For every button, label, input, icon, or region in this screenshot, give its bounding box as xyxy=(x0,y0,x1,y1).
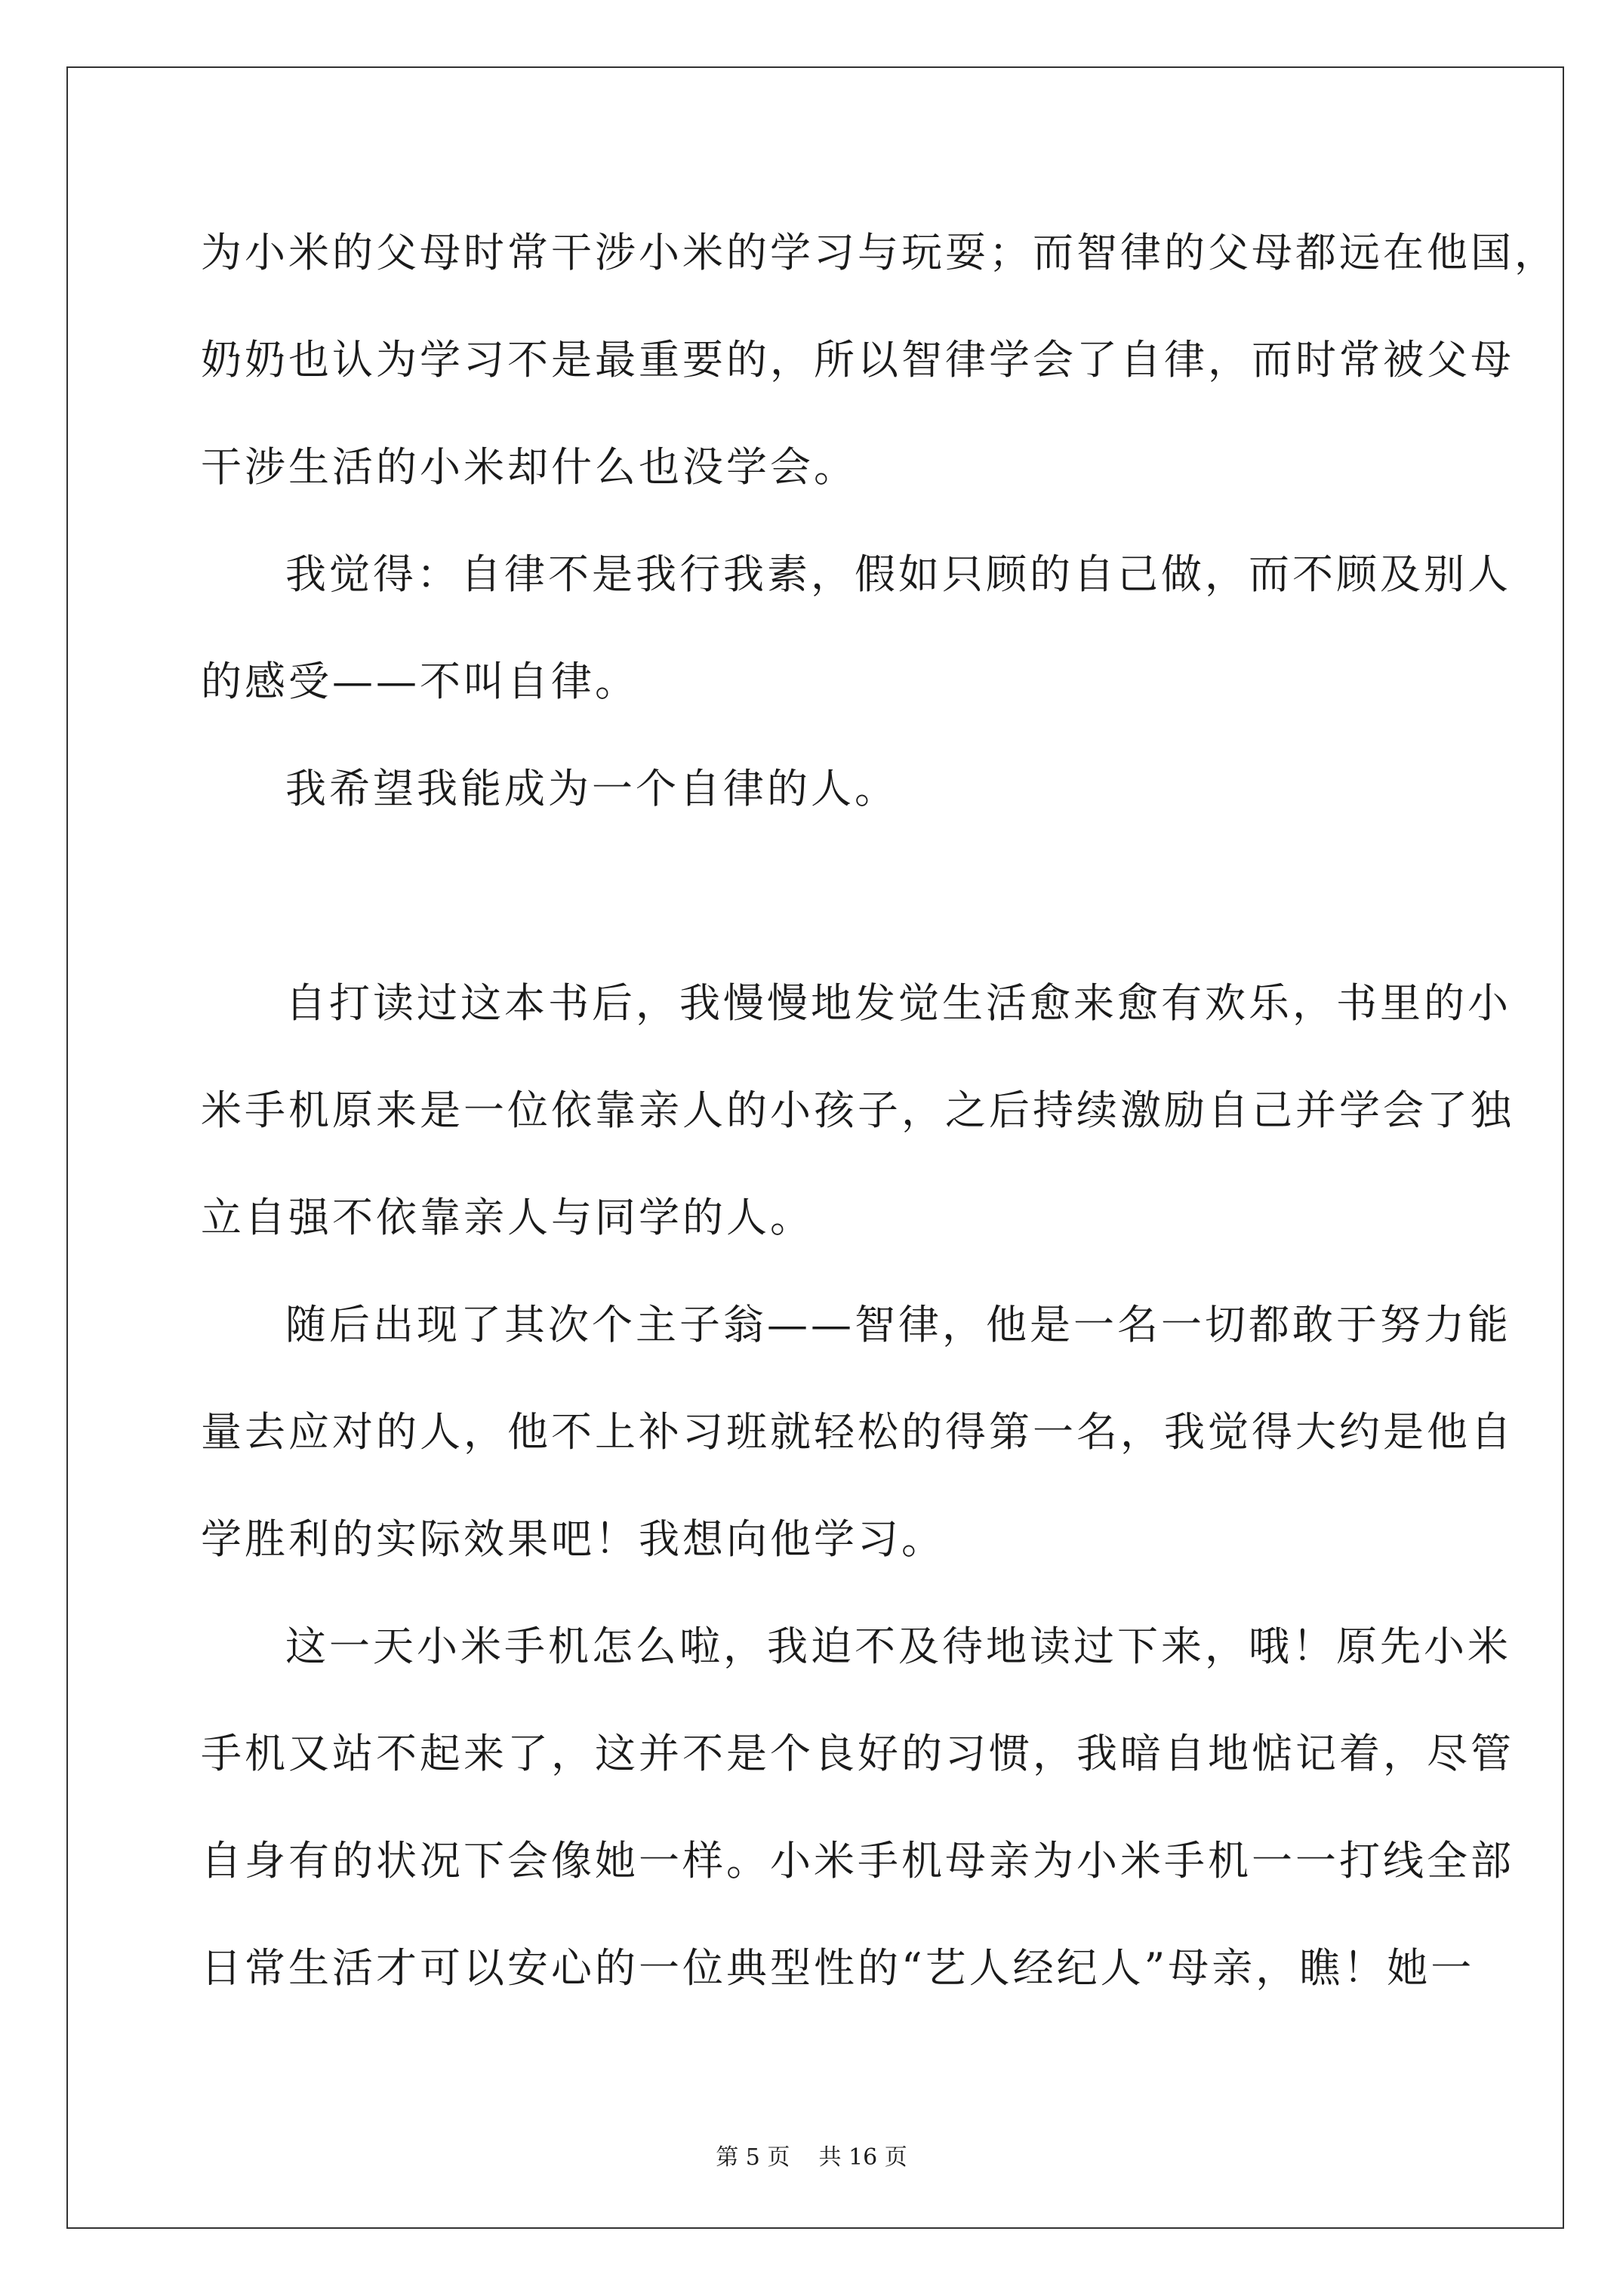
text-line: 量去应对的人，他不上补习班就轻松的得第一名，我觉得大约是他自 xyxy=(201,1408,1514,1456)
page-number: 第 5 页 xyxy=(716,2144,790,2171)
text-line: 米手机原来是一位依靠亲人的小孩子，之后持续激励自己并学会了独 xyxy=(201,1086,1514,1134)
paragraph-1 xyxy=(201,219,1558,541)
text-line: 奶奶也认为学习不是最重要的，所以智律学会了自律，而时常被父母 xyxy=(201,336,1514,384)
text-line: 日常生活才可以安心的一位典型性的“艺人经纪人”母亲，瞧！她一 xyxy=(201,1944,1475,1992)
text-line: 我希望我能成为一个自律的人。 xyxy=(285,765,898,812)
page-total: 共 16 页 xyxy=(818,2144,907,2171)
paragraph-3 xyxy=(201,755,1439,862)
text-line: 手机又站不起来了，这并不是个良好的习惯，我暗自地惦记着，尽管 xyxy=(201,1730,1514,1777)
paragraph-4 xyxy=(201,969,1514,1291)
paragraph-6 xyxy=(201,1613,1514,2042)
text-line: 干涉生活的小米却什么也没学会。 xyxy=(201,443,858,491)
text-line: 我觉得：自律不是我行我素，假如只顾的自己做，而不顾及别人 xyxy=(285,550,1511,598)
text-line: 学胜利的实际效果吧！我想向他学习。 xyxy=(201,1515,945,1563)
document-body xyxy=(201,219,1558,2042)
text-line: 这一天小米手机怎么啦，我迫不及待地读过下来，哦！原先小米 xyxy=(285,1623,1511,1670)
text-line: 自打读过这本书后，我慢慢地发觉生活愈来愈有欢乐，书里的小 xyxy=(285,979,1511,1027)
paragraph-5 xyxy=(201,1291,1514,1613)
text-line: 为小米的父母时常干涉小米的学习与玩耍；而智律的父母都远在他国， xyxy=(201,229,1558,276)
paragraph-2 xyxy=(201,541,1511,755)
text-line: 随后出现了其次个主子翁——智律，他是一名一切都敢于努力能 xyxy=(285,1301,1511,1348)
text-line: 自身有的状况下会像她一样。小米手机母亲为小米手机一一打线全部 xyxy=(201,1837,1514,1885)
text-line: 立自强不依靠亲人与同学的人。 xyxy=(201,1194,814,1241)
section-heading xyxy=(198,862,1439,969)
page-footer xyxy=(0,2138,1623,2171)
text-line: 的感受——不叫自律。 xyxy=(201,658,639,705)
